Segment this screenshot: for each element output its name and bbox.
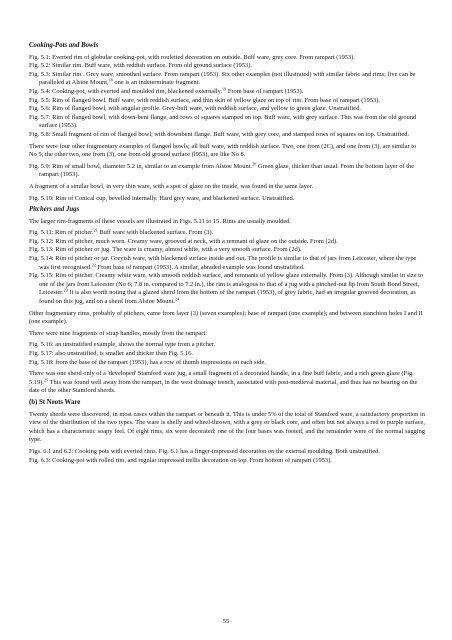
paragraph-strap-handles: There were nine fragments of strap handles, mostly from the rampart:: [29, 329, 207, 337]
paragraph-stamford-jug-text-end: This was found well away from the rampart, in the west drainage trench, associated with post-medieval material, and thus has no bearing on the date of the other Stamford sherds.: [29, 378, 418, 395]
heading-cooking-pots: Cooking-Pots and Bowls: [29, 42, 99, 49]
paragraph-other-rims: Other fragmentary rims, probably of pitchers, came from layer (3) (seven examples); base of rampart (one example); and between stanchion holes I and II (one example).: [29, 309, 423, 326]
fig-5-17: Fig. 5.17: also unstratified, is smaller and thicker than Fig. 5.16.: [29, 350, 194, 357]
footnote-ref-23: 23: [63, 288, 68, 294]
footnote-ref-25: 25: [43, 377, 49, 383]
paragraph-similar-bowl: A fragment of a similar bowl, in very thin ware, with a spot of glaze on the inside, was found in the same layer.: [29, 182, 314, 190]
fig-5-4: [29, 88, 425, 97]
page-number: 55: [222, 618, 230, 625]
fig-5-1: Fig. 5.1: Everted rim of globular cooking-pot, with rouletted decoration on outside. Buff ware, grey core. From rampart (1953).: [29, 53, 355, 61]
fig-5-4-text: Fig. 5.4: Cooking-pot, with everted and moulded rim, blackened externally.: [29, 87, 223, 95]
fig-5-16: Fig. 5.16: an unstratified example, shows the normal type from a pitcher.: [29, 341, 216, 349]
fig-5-11-text-end: Buff ware with blackened surface. From (3).: [99, 229, 214, 237]
paragraph-st-neots: Twenty sherds were discovered, in most cases within the rampart or beneath it. This is under 5% of the total of Stamford ware, a satisfactory proportion in view of the distribution of the two types. The ware is shelly and wheel-thrown, with a grey or black core, and often but not always a red to purple surface, which has a characteristic soapy feel. Of eight rims, six were decorated; one of the four bases was footed, and the remainder were of the normal sagging type.: [29, 410, 425, 444]
footnote-ref-21: 21: [93, 227, 98, 233]
fig-5-8: Fig. 5.8: Small fragment of rim of flanged bowl, with downbent flange. Buff ware, with grey core, and stamped rows of squares on top. Unstratified.: [29, 130, 410, 138]
fig-5-6: Fig. 5.6: Rim of flanged bowl, with angular profile. Grey-buff ware, with reddish surface, and yellow to green glaze. Unstratified.: [29, 105, 361, 113]
fig-5-7: Fig. 5.7: Rim of flanged bowl, with down-bent flange, and rows of squares stamped on top. Buff ware, with grey surface. This was from the old ground surface (1953).: [29, 113, 417, 130]
heading-st-neots-ware: (b) St Neots Ware: [29, 398, 81, 406]
fig-5-9: [29, 163, 425, 180]
fig-5-14-text-end: From base of rampart (1953). A similar, abraded example was found unstratified.: [97, 263, 305, 271]
fig-6-3: Fig. 6.3: Cooking-pot with rolled rim, and regular impressed trellis decoration on top. From bottom of rampart (1953).: [29, 456, 332, 464]
fig-5-9-text-end: Green glaze, thicker than usual. From the bottom layer of the rampart (1953).: [39, 162, 415, 179]
footnote-ref-20: 20: [252, 161, 257, 167]
fig-5-9-text: Fig. 5.9: Rim of small bowl, diameter 5.2 in, similar to an example from Alstoe Mount.: [29, 162, 253, 170]
paragraph-stamford-jug: [29, 370, 425, 396]
fig-5-4-text-end: From base of rampart (1953).: [227, 87, 304, 95]
heading-pitchers-jugs: Pitchers and Jugs: [29, 206, 80, 214]
fig-5-14: [29, 255, 425, 272]
fig-5-2: Fig. 5.2: Similar rim. Buff ware, with reddish surface. From old ground surface (1953).: [29, 62, 252, 70]
fig-5-3: [29, 71, 425, 88]
footnote-ref-19: 19: [222, 86, 227, 92]
paragraph-flanged-bowls: There were four other fragmentary examples of flanged bowls; all buff ware, with reddish surface. Two, one from (2C), and one from (3), are similar to No 5; the other two, one from (3), one from old ground surface (l953), are like No 8.: [29, 142, 417, 159]
paragraph-pitchers-intro: The larger rim-fragments of these vessels are illustrated in Figs. 5.11 to 15. Rims are usually moulded.: [29, 217, 291, 225]
fig-5-11: [29, 229, 425, 238]
fig-5-15-text-mid: It is also worth noting that a glazed sherd from the bottom of the rampart (1953), of grey fabric, had an irregular grooved decoration, as found on this jug, and on a sherd from Alstoe Mount.: [39, 289, 416, 306]
paragraph-stamford-jug-text: There was one sherd only of a 'developed' Stamford ware jug, a small fragment of a decorated handle, in a fine buff fabric, and a rich green glaze (Fig. 5.19).: [29, 370, 414, 386]
fig-6-1-6-2: Figs. 6.1 and 6.2: Cooking pots with everted rims. Fig. 6.1 has a finger-impressed decoration on the external moulding. Both unstratified.: [29, 447, 380, 455]
fig-5-15: [29, 272, 425, 306]
footnote-ref-18: 18: [108, 77, 113, 83]
fig-5-12: Fig. 5.12: Rim of pitcher, much worn. Creamy ware, grooved at neck, with a remnant of glaze on the outside. From (2d).: [29, 237, 338, 245]
footnote-ref-22: 22: [91, 262, 96, 268]
fig-5-13: Fig. 5.13: Rim of pitcher or jug. The ware is creamy, almost white, with a very smooth surface. From (2d).: [29, 246, 302, 254]
fig-5-3-text: Fig. 5.3: Similar rim . Grey ware, smoothed surface. From rampart (1953). Six other examples (not illustrated) with similar fabric and rims; five can be paralleled at Alstoe Mount,: [29, 70, 416, 87]
footnote-ref-24: 24: [174, 296, 180, 302]
fig-5-14-text: Fig. 5.14: Rim of pitcher or jar. Greyish ware, with blackened surface inside and out. The profile is similar to that of jars from Leicester, where the type was first recognised.: [29, 255, 417, 271]
fig-5-10: Fig. 5.10: Rim of Conical cup, bevelled internally. Hard grey ware, and blackened surface. Unstratified.: [29, 194, 295, 202]
fig-5-18: Fig. 5.18: from the base of the rampart (1953), has a row of thumb impressions on each side.: [29, 358, 266, 366]
fig-5-11-text: Fig. 5.11: Rim of pitcher.: [29, 229, 94, 237]
fig-5-15-text: Fig. 5.15: Rim of pitcher. Creamy white ware, with smooth reddish surface, and remnants of yellow glaze externally. From (3). Although similar in size to one of the jars from Leicester (No 6; 7.8 in. compared to 7.2 in.), the rim is analogous to that of a jug with a pinched-out lip from South Bond Street, Leicester.: [29, 272, 424, 297]
fig-5-5: Fig. 5.5: Rim of flanged bowl. Buff ware, with reddish surface, and thin skin of yellow glaze on top of rim. From base of rampart (1953).: [29, 96, 380, 104]
fig-5-3-text-end: one is an indeterminate fragment.: [114, 79, 201, 87]
